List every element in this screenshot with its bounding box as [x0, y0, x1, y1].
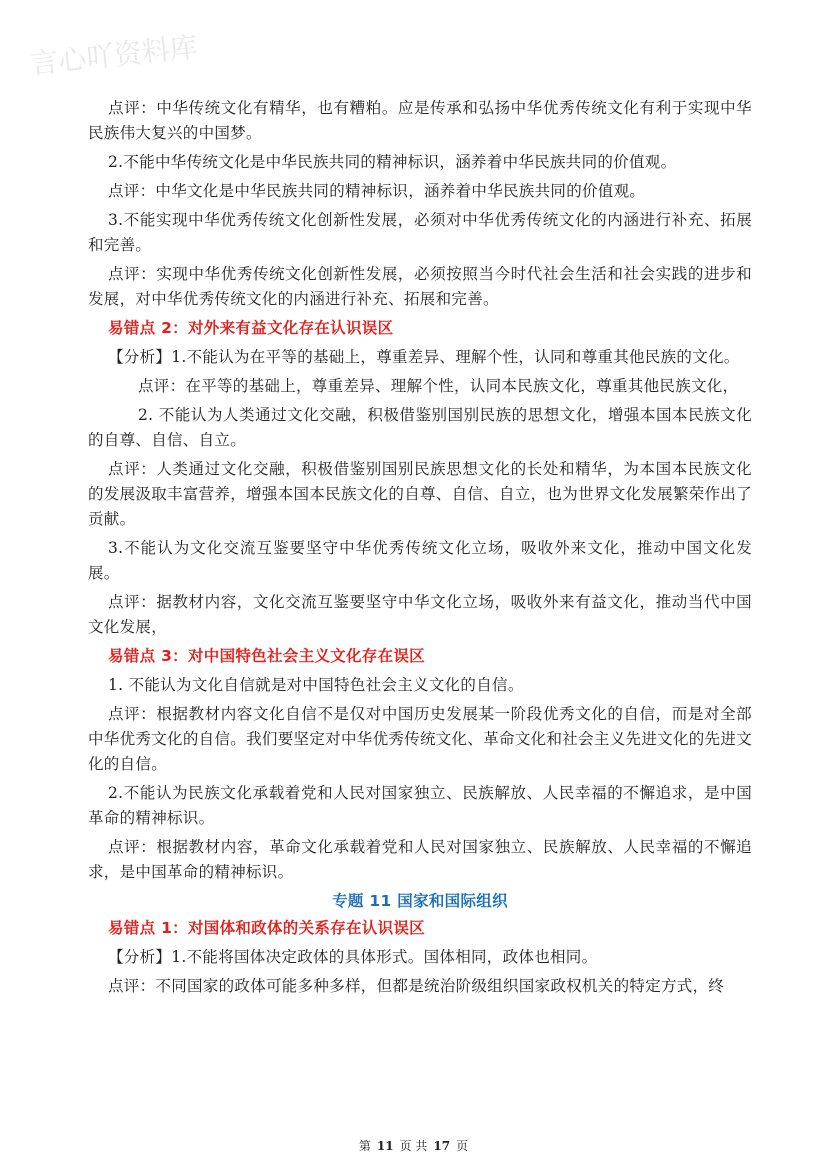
- section-heading: 易错点 2：对外来有益文化存在认识误区: [108, 319, 394, 337]
- comment-paragraph: 点评：不同国家的政体可能多种多样，但都是统治阶级组织国家政权机关的特定方式，终: [108, 977, 725, 995]
- watermark: 言心吖资料库: [28, 30, 200, 81]
- footer-text: 页 共: [399, 1139, 428, 1153]
- point-paragraph: 3.不能认为文化交流互鉴要坚守中华优秀传统文化立场，吸收外来文化，推动中国文化发展。: [88, 539, 752, 582]
- comment-paragraph: 点评：中华传统文化有精华，也有糟粕。应是传承和弘扬中华优秀传统文化有利于实现中华民族伟大复兴的中国梦。: [88, 99, 752, 142]
- comment-paragraph: 点评：根据教材内容，革命文化承载着党和人民对国家独立、民族解放、人民幸福的不懈追求，是中国革命的精神标识。: [88, 838, 752, 881]
- comment-paragraph: 点评：据教材内容，文化交流互鉴要坚守中华文化立场，吸收外来有益文化，推动当代中国文化发展，: [88, 593, 752, 636]
- comment-paragraph: 点评：实现中华优秀传统文化创新性发展，必须按照当今时代社会生活和社会实践的进步和发展，对中华优秀传统文化的内涵进行补充、拓展和完善。: [88, 265, 752, 308]
- point-paragraph: 1. 不能认为文化自信就是对中国特色社会主义文化的自信。: [108, 676, 524, 694]
- topic-title: 专题 11 国家和国际组织: [332, 892, 508, 910]
- point-paragraph: 2. 不能认为人类通过文化交融，积极借鉴别国别民族的思想文化，增强本国本民族文化的自尊、自信、自立。: [88, 406, 752, 449]
- footer-text: 页: [456, 1139, 469, 1153]
- page-total: 17: [433, 1139, 451, 1153]
- comment-paragraph: 点评：中华文化是中华民族共同的精神标识，涵养着中华民族共同的价值观。: [108, 182, 646, 200]
- point-paragraph: 2.不能中华传统文化是中华民族共同的精神标识，涵养着中华民族共同的价值观。: [108, 153, 677, 171]
- footer-text: 第: [358, 1139, 371, 1153]
- analysis-paragraph: 【分析】1.不能认为在平等的基础上，尊重差异、理解个性，认同和尊重其他民族的文化。: [108, 348, 740, 366]
- page-number: 11: [376, 1139, 394, 1153]
- comment-paragraph: 点评：人类通过文化交融，积极借鉴别国别民族思想文化的长处和精华，为本国本民族文化的发展汲取丰富营养，增强本国本民族文化的自尊、自信、自立，也为世界文化发展繁荣作出了贡献。: [88, 460, 752, 528]
- section-heading: 易错点 1：对国体和政体的关系存在认识误区: [108, 919, 425, 937]
- point-paragraph: 2.不能认为民族文化承载着党和人民对国家独立、民族解放、人民幸福的不懈追求，是中国革命的精神标识。: [88, 784, 752, 827]
- point-paragraph: 3.不能实现中华优秀传统文化创新性发展，必须对中华优秀传统文化的内涵进行补充、拓展和完善。: [88, 211, 752, 254]
- document-body: [88, 96, 752, 1003]
- analysis-paragraph: 【分析】1.不能将国体决定政体的具体形式。国体相同，政体也相同。: [108, 948, 598, 966]
- section-heading: 易错点 3：对中国特色社会主义文化存在误区: [108, 647, 425, 665]
- comment-paragraph: 点评：在平等的基础上，尊重差异、理解个性，认同本民族文化，尊重其他民族文化，: [138, 377, 739, 395]
- comment-paragraph: 点评：根据教材内容文化自信不是仅对中国历史发展某一阶段优秀文化的自信，而是对全部中华优秀文化的自信。我们要坚定对中华优秀传统文化、革命文化和社会主义先进文化的先进文化的自信。: [88, 705, 752, 773]
- page-footer: [0, 1138, 827, 1154]
